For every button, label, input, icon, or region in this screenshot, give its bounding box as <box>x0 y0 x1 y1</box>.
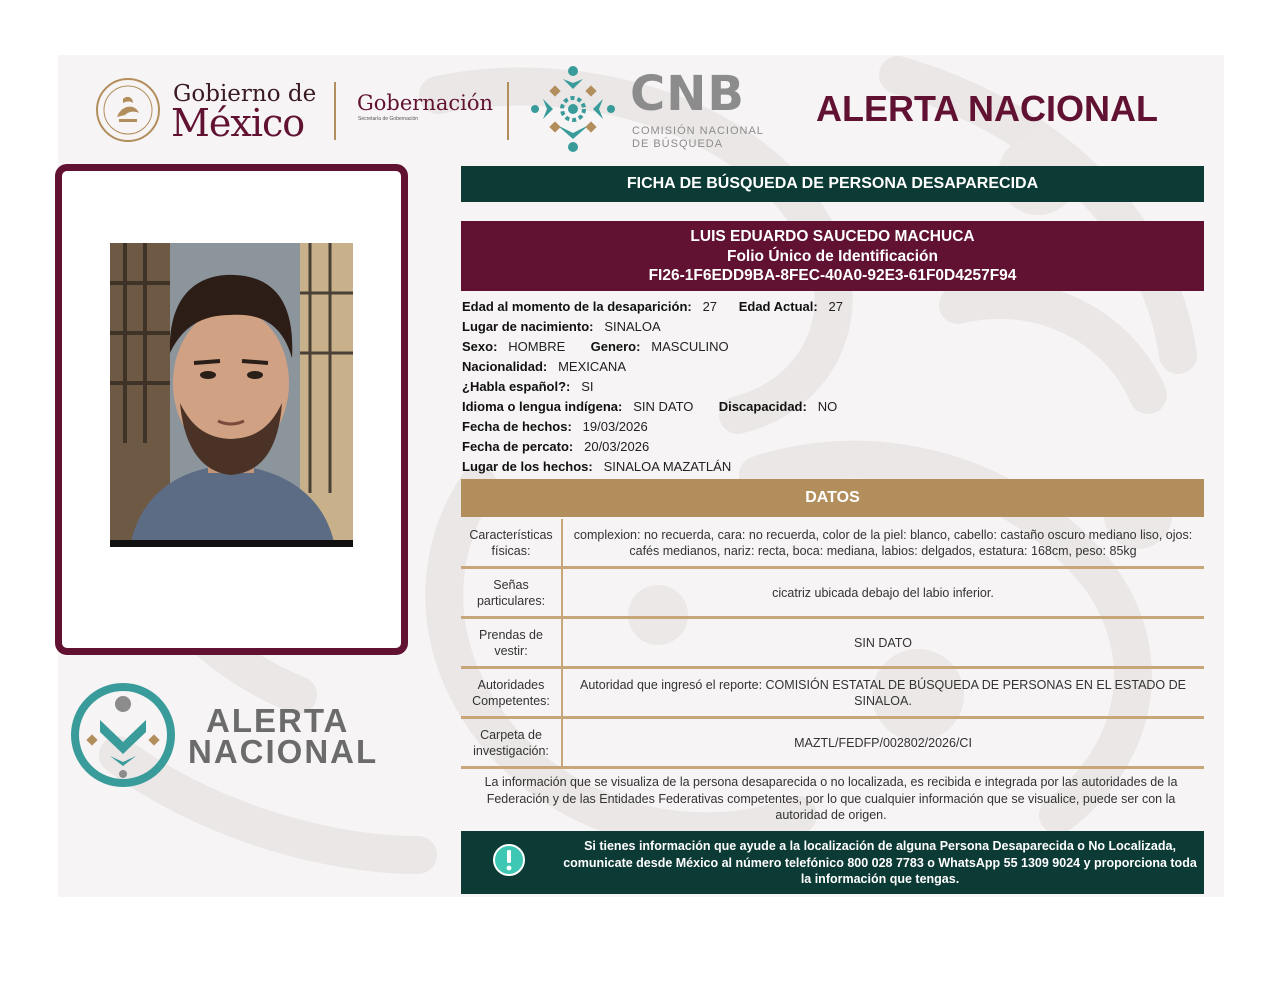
header-divider <box>507 82 509 140</box>
info-row-sexo <box>462 339 729 355</box>
datos-row-prendas <box>461 619 1204 669</box>
datos-header <box>461 479 1204 517</box>
info-row-edad <box>462 299 843 315</box>
prendas-value: SIN DATO <box>854 635 912 650</box>
alerta-nacional-logo-icon <box>70 682 176 788</box>
exclamation-icon <box>492 843 526 877</box>
folio-value: FI26-1F6EDD9BA-8FEC-40A0-92E3-61F0D4257F94 <box>648 267 1017 284</box>
datos-row-carpeta <box>461 719 1204 769</box>
photo-bottom-edge <box>110 540 353 547</box>
contact-info-text: Si tienes información que ayude a la localización de alguna Persona Desaparecida o No Localizada, comunicate desde México al número telefónico 800 028 7783 o WhatsApp 55 1309 9024 y proporciona toda la información que tengas. <box>563 839 1197 886</box>
carpeta-value: MAZTL/FEDFP/002802/2026/CI <box>794 735 972 750</box>
idioma-value: SIN DATO <box>633 399 694 414</box>
lugar-hechos-label: Lugar de los hechos: <box>462 459 593 474</box>
info-row-habla <box>462 379 594 395</box>
person-name: LUIS EDUARDO SAUCEDO MACHUCA <box>690 228 975 245</box>
senas-value: cicatriz ubicada debajo del labio inferior. <box>772 585 994 600</box>
sexo-value: HOMBRE <box>508 339 566 354</box>
row-divider <box>561 569 563 616</box>
row-divider <box>561 519 563 566</box>
gobernacion-subtitle: Secretaría de Gobernación <box>358 116 419 122</box>
info-row-nacimiento <box>462 319 661 335</box>
datos-title: DATOS <box>805 489 860 506</box>
datos-table <box>461 519 1204 769</box>
fecha-hechos-label: Fecha de hechos: <box>462 419 572 434</box>
datos-row-senas <box>461 569 1204 619</box>
edad-desaparicion-value: 27 <box>702 299 718 314</box>
nacionalidad-value: MEXICANA <box>558 359 626 374</box>
sexo-label: Sexo: <box>462 339 498 354</box>
discapacidad-label: Discapacidad: <box>718 399 807 414</box>
genero-label: Genero: <box>590 339 641 354</box>
fecha-percato-value: 20/03/2026 <box>584 439 650 454</box>
cnb-subtitle-line2: DE BÚSQUEDA <box>632 138 724 150</box>
datos-row-caracteristicas <box>461 519 1204 569</box>
autoridades-label: Autoridades Competentes: <box>472 677 550 708</box>
fecha-hechos-value: 19/03/2026 <box>582 419 648 434</box>
caracteristicas-label: Características físicas: <box>469 527 553 558</box>
caracteristicas-value: complexion: no recuerda, cara: no recuerda, color de la piel: blanco, cabello: castaño oscuro mediano liso, ojos: cafés medianos, nariz: recta, boca: mediana, labios: delgados, estatura: 168cm, peso: 85kg <box>573 527 1193 558</box>
senas-label: Señas particulares: <box>476 577 546 608</box>
genero-value: MASCULINO <box>651 339 729 354</box>
row-divider <box>561 719 563 766</box>
folio-label: Folio Único de Identificación <box>727 247 938 265</box>
disclaimer-text: La información que se visualiza de la persona desaparecida o no localizada, es recibida e integrada por las autoridades de la Federación y de las Entidades Federativas competentes, por lo que cualquier información que se visualice, puede ser con la autoridad de origen. <box>484 775 1178 822</box>
cnb-logo-icon <box>527 63 619 155</box>
gobernacion-logo-text: Gobernación <box>357 91 494 115</box>
lugar-nacimiento-label: Lugar de nacimiento: <box>462 319 594 334</box>
edad-actual-label: Edad Actual: <box>738 299 818 314</box>
gobierno-de-mexico-logo <box>95 75 320 147</box>
lugar-hechos-value: SINALOA MAZATLÁN <box>603 459 732 474</box>
alerta-nacional-heading: ALERTA NACIONAL <box>816 88 1158 129</box>
gobierno-line2: México <box>171 101 305 145</box>
habla-espanol-label: ¿Habla español?: <box>462 379 571 394</box>
fecha-percato-label: Fecha de percato: <box>462 439 574 454</box>
discapacidad-value: NO <box>817 399 838 414</box>
edad-actual-value: 27 <box>828 299 844 314</box>
idioma-label: Idioma o lengua indígena: <box>462 399 623 414</box>
cnb-subtitle-line1: COMISIÓN NACIONAL <box>632 125 764 137</box>
nacionalidad-label: Nacionalidad: <box>462 359 548 374</box>
alerta-logo-line1: ALERTA <box>206 702 350 739</box>
autoridades-value: Autoridad que ingresó el reporte: COMISIÓN ESTATAL DE BÚSQUEDA DE PERSONAS EN EL ESTADO DE SINALOA. <box>580 677 1186 708</box>
person-photo-illustration <box>110 243 353 547</box>
lugar-nacimiento-value: SINALOA <box>604 319 661 334</box>
ficha-title-bar <box>461 166 1204 202</box>
gobierno-line1: Gobierno de <box>173 81 317 107</box>
prendas-label: Prendas de vestir: <box>479 627 543 658</box>
habla-espanol-value: SI <box>581 379 594 394</box>
person-name-bar <box>461 221 1204 291</box>
carpeta-label: Carpeta de investigación: <box>473 727 549 758</box>
ficha-title: FICHA DE BÚSQUEDA DE PERSONA DESAPARECIDA <box>626 175 1039 192</box>
person-photo <box>110 243 353 547</box>
info-row-idioma <box>462 399 837 415</box>
info-row-fecha-hechos <box>462 419 648 435</box>
national-seal-icon <box>95 77 161 143</box>
row-divider <box>561 669 563 716</box>
info-row-lugar-hechos <box>462 459 731 475</box>
row-divider <box>561 619 563 666</box>
cnb-title: CNB <box>630 66 745 122</box>
edad-desaparicion-label: Edad al momento de la desaparición: <box>462 299 692 314</box>
info-row-nacionalidad <box>462 359 626 375</box>
header-divider <box>334 82 336 140</box>
alerta-logo-line2: NACIONAL <box>188 733 379 770</box>
datos-row-autoridades <box>461 669 1204 719</box>
info-row-fecha-percato <box>462 439 649 455</box>
